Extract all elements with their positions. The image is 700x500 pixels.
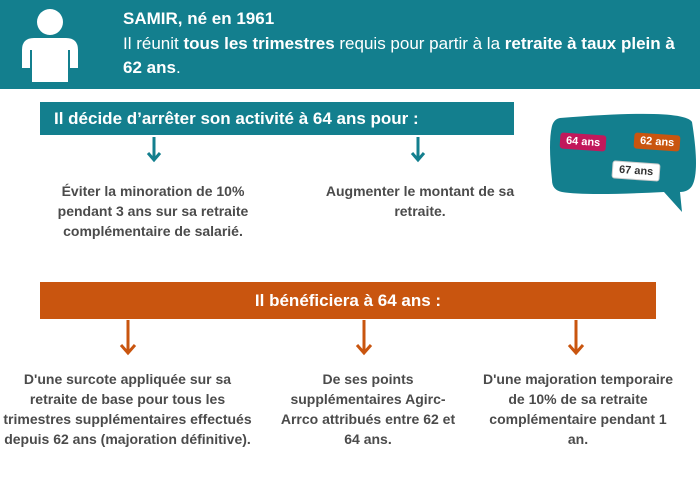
arrow-down-icon bbox=[355, 320, 373, 358]
reason-text: Éviter la minoration de 10% pendant 3 ans sur sa retraite complémentaire de salarié. bbox=[57, 183, 249, 239]
speech-bubble bbox=[546, 112, 700, 216]
arrow-down-icon bbox=[146, 137, 162, 165]
header-banner bbox=[0, 0, 700, 89]
reason-text: Augmenter le montant de sa retraite. bbox=[325, 183, 515, 219]
person-description: Il réunit tous les trimestres requis pour partir à la retraite à taux plein à 62 ans. bbox=[123, 34, 675, 77]
age-tag: 62 ans bbox=[633, 132, 680, 151]
arrow-down-icon bbox=[119, 320, 137, 358]
benefit-text: D'une surcote appliquée sur sa retraite de base pour tous les trimestres supplémentaires effectués depuis 62 ans (majoration définitive). bbox=[3, 371, 252, 447]
age-tag: 64 ans bbox=[559, 132, 606, 151]
person-name: SAMIR, né en 1961 bbox=[123, 9, 275, 28]
benefits-bar: Il bénéficiera à 64 ans : bbox=[40, 282, 656, 319]
arrow-down-icon bbox=[567, 320, 585, 358]
decision-bar: Il décide d’arrêter son activité à 64 ans pour : bbox=[40, 102, 514, 135]
age-tag: 67 ans bbox=[611, 160, 660, 181]
benefit-text: D'une majoration temporaire de 10% de sa retraite complémentaire pendant 1 an. bbox=[482, 371, 674, 447]
person-icon bbox=[14, 6, 86, 82]
benefit-text: De ses points supplémentaires Agirc-Arrco attribués entre 62 et 64 ans. bbox=[280, 371, 456, 447]
arrow-down-icon bbox=[410, 137, 426, 165]
